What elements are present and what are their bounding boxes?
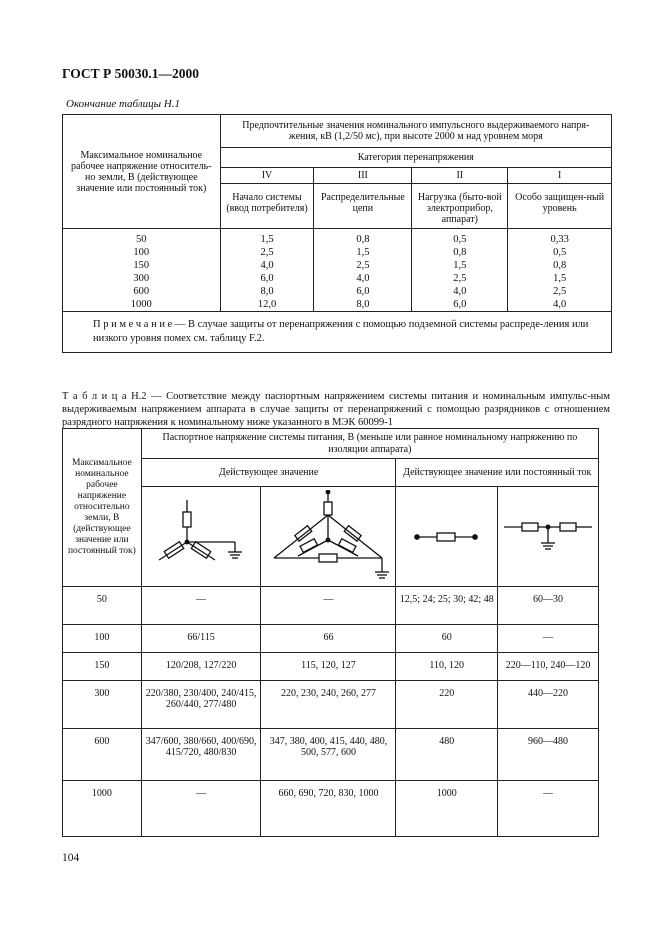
- cell: 0,8: [412, 246, 508, 259]
- table-h1: [62, 114, 612, 353]
- sub-header-ac: Действующее значение: [141, 459, 396, 487]
- cell: —: [498, 625, 599, 653]
- category-label: Нагрузка (быто-вой электроприбор, аппарат): [412, 184, 508, 229]
- cell: 600: [63, 285, 221, 298]
- col-header-main: Максимальное номинальное рабочее напряжение относительно земли, В (действующее значение или постоянный ток): [63, 429, 142, 587]
- cell: 300: [63, 681, 142, 729]
- table-row: [63, 285, 612, 298]
- table-row: [63, 298, 612, 312]
- cell: 12,0: [220, 298, 314, 312]
- col-header-main: Максимальное номинальное рабочее напряжение относитель-но земли, В (действующее значение или постоянный ток): [63, 115, 221, 229]
- cell: 4,0: [314, 272, 412, 285]
- cell: 6,0: [314, 285, 412, 298]
- cell: —: [498, 781, 599, 837]
- cell: 50: [63, 229, 221, 247]
- cell: 60: [396, 625, 498, 653]
- table-row: [63, 681, 599, 729]
- table-h2: [62, 428, 599, 837]
- cell: 480: [396, 729, 498, 781]
- cell: 220—110, 240—120: [498, 653, 599, 681]
- category-label: Начало системы (ввод потребителя): [220, 184, 314, 229]
- table-row: [63, 272, 612, 285]
- category-roman: II: [412, 168, 508, 184]
- cell: 100: [63, 625, 142, 653]
- cell: 2,5: [508, 285, 612, 298]
- cell: 0,5: [412, 229, 508, 247]
- cell: 220/380, 230/400, 240/415, 260/440, 277/480: [141, 681, 261, 729]
- cell: 8,0: [220, 285, 314, 298]
- table-row: [63, 246, 612, 259]
- table-h2-caption: Т а б л и ц а Н.2 — Соответствие между паспортным напряжением системы питания и номинальным импульс-ным выдерживаемым напряжением аппарата в случае защиты от перенапряжений с помощью разрядников с отношением разрядного напряжения к номинальному ниже указанного в МЭК 60099-1: [62, 391, 610, 428]
- cell: 120/208, 127/220: [141, 653, 261, 681]
- cell: 2,5: [314, 259, 412, 272]
- cell: 300: [63, 272, 221, 285]
- cell: 0,5: [508, 246, 612, 259]
- cell: 1000: [63, 781, 142, 837]
- two-wire-diagram-icon: [396, 487, 498, 587]
- cell: 4,0: [412, 285, 508, 298]
- table-row: [63, 729, 599, 781]
- table-row: [63, 653, 599, 681]
- category-label: Особо защищен-ный уровень: [508, 184, 612, 229]
- cell: 110, 120: [396, 653, 498, 681]
- table-row: [63, 781, 599, 837]
- cell: 100: [63, 246, 221, 259]
- col-header-group: Предпочтительные значения номинального импульсного выдерживаемого напря-жения, кВ (1,2/50 мс), при высоте 2000 м над уровнем моря: [220, 115, 611, 148]
- cell: 1,5: [314, 246, 412, 259]
- cell: 66/115: [141, 625, 261, 653]
- cell: 1,5: [220, 229, 314, 247]
- cell: 2,5: [220, 246, 314, 259]
- cell: 440—220: [498, 681, 599, 729]
- cell: 0,33: [508, 229, 612, 247]
- cell: 1000: [63, 298, 221, 312]
- cell: 6,0: [220, 272, 314, 285]
- cell: 1,5: [508, 272, 612, 285]
- cell: 8,0: [314, 298, 412, 312]
- table-row: [63, 587, 599, 625]
- category-roman: III: [314, 168, 412, 184]
- cell: 600: [63, 729, 142, 781]
- category-header: Категория перенапряжения: [220, 148, 611, 168]
- page-number: 104: [62, 852, 80, 864]
- cell: 1,5: [412, 259, 508, 272]
- cell: 660, 690, 720, 830, 1000: [261, 781, 396, 837]
- sub-header-acdc: Действующее значение или постоянный ток: [396, 459, 599, 487]
- category-roman: I: [508, 168, 612, 184]
- cell: 150: [63, 653, 142, 681]
- cell: 4,0: [508, 298, 612, 312]
- cell: 347/600, 380/660, 400/690, 415/720, 480/830: [141, 729, 261, 781]
- cell: 1000: [396, 781, 498, 837]
- col-header-group: Паспортное напряжение системы питания, В (меньше или равное номинальному напряжению по изоляции аппарата): [141, 429, 598, 459]
- cell: 66: [261, 625, 396, 653]
- category-label: Распределительные цепи: [314, 184, 412, 229]
- star-three-phase-diagram-icon: [141, 487, 261, 587]
- table-row: [63, 259, 612, 272]
- table-row: [63, 625, 599, 653]
- cell: 50: [63, 587, 142, 625]
- cell: —: [261, 587, 396, 625]
- cell: 6,0: [412, 298, 508, 312]
- cell: —: [141, 781, 261, 837]
- category-roman: IV: [220, 168, 314, 184]
- cell: 220: [396, 681, 498, 729]
- cell: 115, 120, 127: [261, 653, 396, 681]
- table-continuation-label: Окончание таблицы Н.1: [66, 98, 180, 110]
- cell: 150: [63, 259, 221, 272]
- cell: 60—30: [498, 587, 599, 625]
- cell: 960—480: [498, 729, 599, 781]
- cell: 4,0: [220, 259, 314, 272]
- cell: —: [141, 587, 261, 625]
- three-wire-grounded-diagram-icon: [498, 487, 599, 587]
- cell: 2,5: [412, 272, 508, 285]
- delta-three-phase-diagram-icon: [261, 487, 396, 587]
- cell: 220, 230, 240, 260, 277: [261, 681, 396, 729]
- cell: 0,8: [314, 229, 412, 247]
- table-row: [63, 229, 612, 247]
- cell: 0,8: [508, 259, 612, 272]
- cell: 347, 380, 400, 415, 440, 480, 500, 577, 600: [261, 729, 396, 781]
- cell: 12,5; 24; 25; 30; 42; 48: [396, 587, 498, 625]
- table-note: П р и м е ч а н и е — В случае защиты от перенапряжения с помощью подземной системы распреде-ления или низкого уровня помех см. таблицу F.2.: [63, 312, 612, 353]
- document-code: ГОСТ Р 50030.1—2000: [62, 66, 200, 81]
